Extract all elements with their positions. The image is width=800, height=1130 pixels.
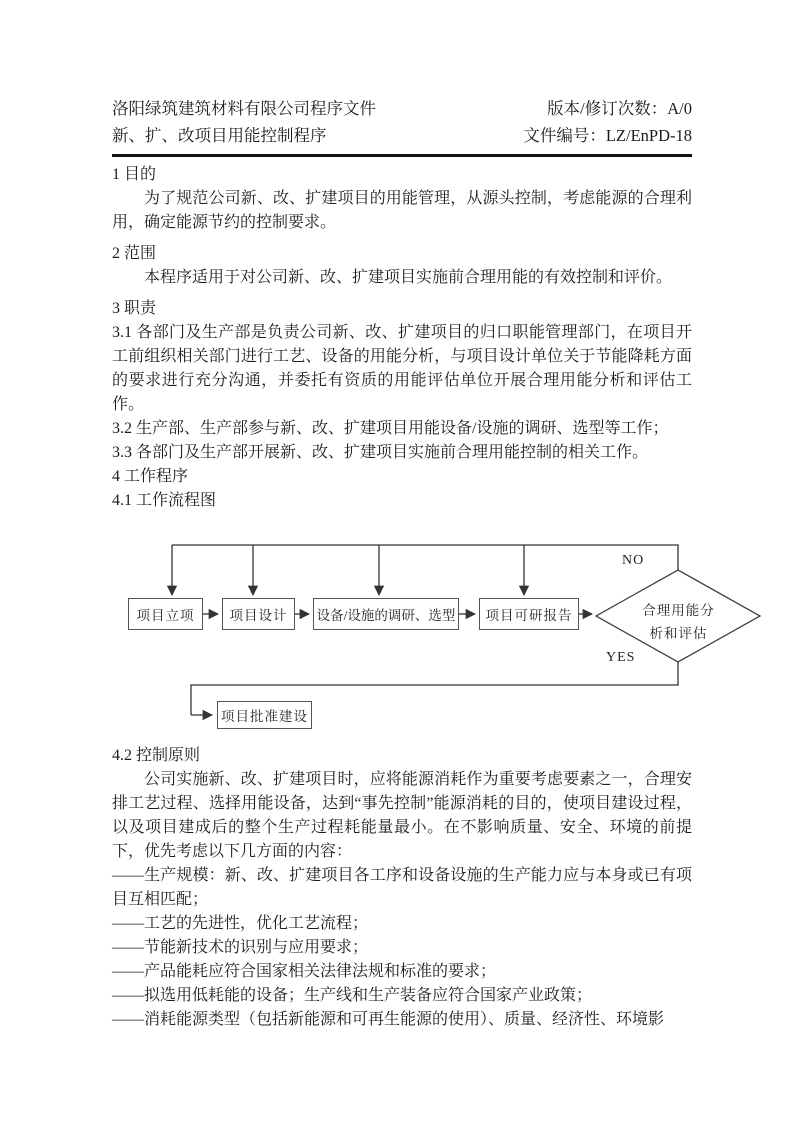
document-header xyxy=(112,95,692,157)
section-4-2-heading: 4.2 控制原则 xyxy=(112,747,201,764)
org-title: 洛阳绿筑建筑材料有限公司程序文件 xyxy=(112,99,376,118)
flow-step-feasibility-report xyxy=(479,598,579,630)
flow-step-label: 项目立项 xyxy=(136,608,195,623)
bullet-low-energy-equipment: ——拟选用低耗能的设备；生产线和生产装备应符合国家产业政策； xyxy=(112,987,593,1004)
bullet-production-scale: ——生产规模：新、改、扩建项目各工序和设备设施的生产能力应与本身或已有项目互相匹配； xyxy=(112,867,692,908)
yes-branch-label: YES xyxy=(606,650,636,665)
flow-step-label: 项目可研报告 xyxy=(485,608,573,623)
header-divider xyxy=(112,154,692,157)
decision-text-line2: 析和评估 xyxy=(649,626,708,641)
flow-step-equipment-research-selection xyxy=(313,598,459,630)
flow-step-project-approval-construction xyxy=(217,701,312,729)
section-1-paragraph: 为了规范公司新、改、扩建项目的用能管理，从源头控制，考虑能源的合理利用，确定能源节约的控制要求。 xyxy=(112,190,692,231)
section-4-1-heading: 4.1 工作流程图 xyxy=(112,492,217,509)
flow-step-label: 设备/设施的调研、选型 xyxy=(316,608,456,623)
version-label: 版本/修订次数：A/0 xyxy=(547,99,692,118)
section-4-heading: 4 工作程序 xyxy=(112,468,189,485)
bullet-process-advancement: ——工艺的先进性，优化工艺流程； xyxy=(112,915,369,932)
flow-step-project-initiation xyxy=(128,598,203,630)
section-1-heading: 1 目的 xyxy=(112,166,157,183)
doc-number-label: 文件编号：LZ/EnPD-18 xyxy=(523,126,692,145)
section-3-item-1: 3.1 各部门及生产部是负责公司新、改、扩建项目的归口职能管理部门，在项目开工前组织相关部门进行工艺、设备的用能分析，与项目设计单位关于节能降耗方面的要求进行充分沟通，并委托有资质的用能评估单位开展合理用能分析和评估工作。 xyxy=(112,324,692,413)
flow-decision-energy-analysis xyxy=(618,599,739,645)
section-2-paragraph: 本程序适用于对公司新、改、扩建项目实施前合理用能的有效控制和评价。 xyxy=(144,269,673,286)
bullet-energy-type: ——消耗能源类型（包括新能源和可再生能源的使用）、质量、经济性、环境影 xyxy=(112,1011,665,1028)
section-3-heading: 3 职责 xyxy=(112,300,157,317)
section-2-heading: 2 范围 xyxy=(112,245,157,262)
section-4-2-paragraph: 公司实施新、改、扩建项目时，应将能源消耗作为重要考虑要素之一，合理安排工艺过程、选择用能设备，达到“事先控制”能源消耗的目的，使项目建设过程，以及项目建成后的整个生产过程耗能量最小。在不影响质量、安全、环境的前提下，优先考虑以下几方面的内容： xyxy=(112,771,692,860)
bullet-product-energy-use: ——产品能耗应符合国家相关法律法规和标准的要求； xyxy=(112,963,497,980)
flow-step-label: 项目批准建设 xyxy=(221,709,308,724)
flow-step-project-design xyxy=(222,598,295,630)
section-3-item-3: 3.3 各部门及生产部开展新、改、扩建项目实施前合理用能控制的相关工作。 xyxy=(112,444,649,461)
flow-step-label: 项目设计 xyxy=(229,608,288,623)
workflow-flowchart xyxy=(112,513,772,744)
no-branch-label: NO xyxy=(622,553,645,568)
decision-text-line1: 合理用能分 xyxy=(642,603,715,618)
section-3-item-2: 3.2 生产部、生产部参与新、改、扩建项目用能设备/设施的调研、选型等工作； xyxy=(112,420,669,437)
bullet-energy-saving-tech: ——节能新技术的识别与应用要求； xyxy=(112,939,369,956)
document-title: 新、扩、改项目用能控制程序 xyxy=(112,126,327,145)
